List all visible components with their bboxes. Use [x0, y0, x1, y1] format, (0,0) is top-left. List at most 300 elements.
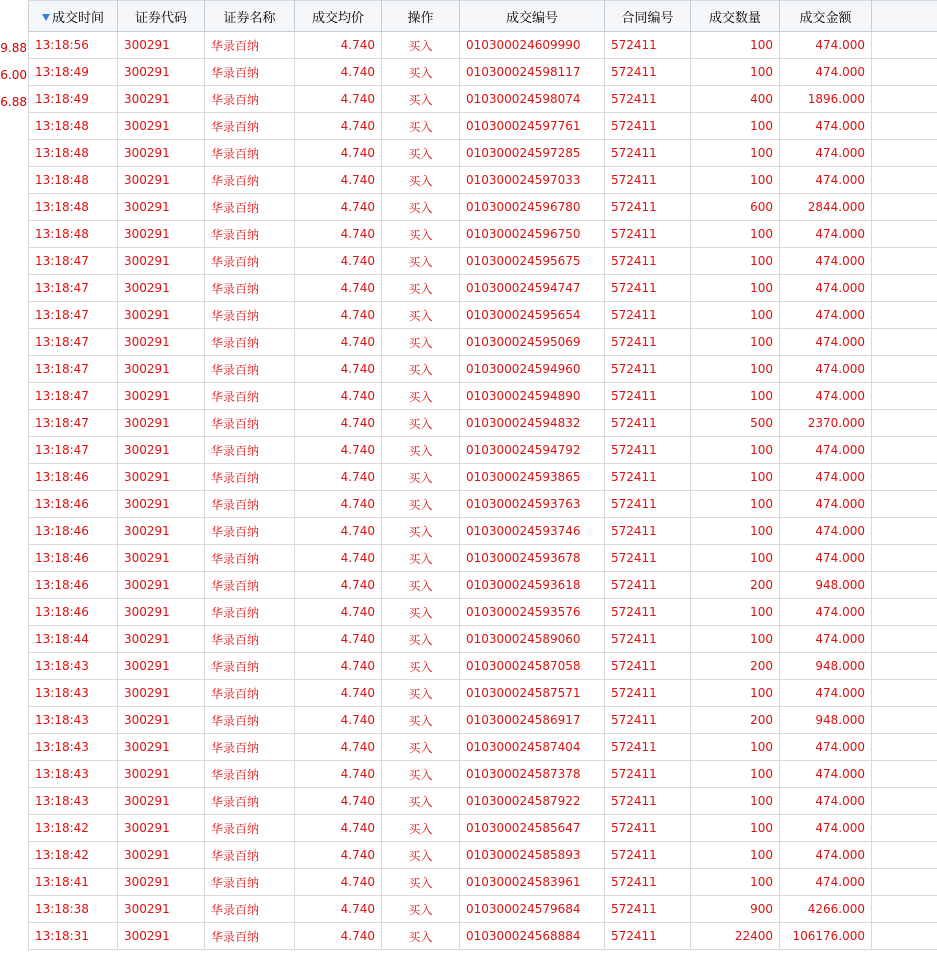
cell-contract-number: 572411 [605, 518, 691, 545]
cell-contract-number: 572411 [605, 383, 691, 410]
table-row[interactable] [29, 167, 937, 194]
cell-security-name: 华录百纳 [205, 383, 295, 410]
cell-security-code: 300291 [118, 491, 205, 518]
cell-operation: 买入 [382, 545, 460, 572]
cell-operation: 买入 [382, 815, 460, 842]
trade-table [28, 0, 937, 950]
cell-security-name: 华录百纳 [205, 599, 295, 626]
cell-trade-number: 010300024587058 [460, 653, 605, 680]
cell-trade-number: 010300024598117 [460, 59, 605, 86]
cell-avg-price: 4.740 [295, 167, 382, 194]
cell-contract-number: 572411 [605, 275, 691, 302]
cell-operation: 买入 [382, 788, 460, 815]
cell-avg-price: 4.740 [295, 734, 382, 761]
table-row[interactable] [29, 32, 937, 59]
cell-contract-number: 572411 [605, 32, 691, 59]
cell-trade-time: 13:18:47 [29, 329, 118, 356]
cell-trade-number: 010300024597033 [460, 167, 605, 194]
cell-quantity: 100 [691, 464, 780, 491]
cell-avg-price: 4.740 [295, 707, 382, 734]
cell-security-code: 300291 [118, 437, 205, 464]
cell-amount: 474.000 [780, 518, 872, 545]
cell-amount: 948.000 [780, 707, 872, 734]
cell-contract-number: 572411 [605, 410, 691, 437]
cell-amount: 474.000 [780, 815, 872, 842]
cell-contract-number: 572411 [605, 221, 691, 248]
table-row[interactable] [29, 680, 937, 707]
cell-avg-price: 4.740 [295, 410, 382, 437]
cell-avg-price: 4.740 [295, 572, 382, 599]
cell-security-code: 300291 [118, 113, 205, 140]
cell-contract-number: 572411 [605, 248, 691, 275]
cell-security-name: 华录百纳 [205, 707, 295, 734]
cell-quantity: 100 [691, 383, 780, 410]
cell-security-name: 华录百纳 [205, 113, 295, 140]
cell-contract-number: 572411 [605, 761, 691, 788]
cell-avg-price: 4.740 [295, 896, 382, 923]
cell-filler [872, 383, 937, 410]
table-row[interactable] [29, 464, 937, 491]
cell-contract-number: 572411 [605, 167, 691, 194]
cell-quantity: 100 [691, 302, 780, 329]
cell-security-name: 华录百纳 [205, 194, 295, 221]
cell-amount: 474.000 [780, 329, 872, 356]
cell-filler [872, 32, 937, 59]
cell-operation: 买入 [382, 302, 460, 329]
cell-trade-number: 010300024598074 [460, 86, 605, 113]
cell-quantity: 100 [691, 248, 780, 275]
cell-quantity: 900 [691, 896, 780, 923]
table-row[interactable] [29, 599, 937, 626]
cell-security-code: 300291 [118, 86, 205, 113]
table-row[interactable] [29, 437, 937, 464]
cell-amount: 474.000 [780, 545, 872, 572]
cell-quantity: 200 [691, 707, 780, 734]
cell-filler [872, 356, 937, 383]
cell-filler [872, 626, 937, 653]
sort-descending-icon [42, 14, 50, 21]
cell-avg-price: 4.740 [295, 545, 382, 572]
cell-amount: 474.000 [780, 869, 872, 896]
cell-quantity: 100 [691, 518, 780, 545]
cell-quantity: 100 [691, 221, 780, 248]
cell-trade-number: 010300024585647 [460, 815, 605, 842]
cell-contract-number: 572411 [605, 464, 691, 491]
cell-contract-number: 572411 [605, 572, 691, 599]
cell-amount: 474.000 [780, 437, 872, 464]
cell-avg-price: 4.740 [295, 842, 382, 869]
cell-trade-time: 13:18:46 [29, 545, 118, 572]
cell-quantity: 100 [691, 59, 780, 86]
cell-trade-number: 010300024593746 [460, 518, 605, 545]
cell-security-code: 300291 [118, 896, 205, 923]
cell-operation: 买入 [382, 491, 460, 518]
column-header-trade-number[interactable]: 成交编号 [460, 1, 605, 32]
cell-amount: 474.000 [780, 599, 872, 626]
cell-filler [872, 113, 937, 140]
cell-trade-number: 010300024593576 [460, 599, 605, 626]
cell-operation: 买入 [382, 113, 460, 140]
cell-security-name: 华录百纳 [205, 356, 295, 383]
cell-security-name: 华录百纳 [205, 302, 295, 329]
cell-security-name: 华录百纳 [205, 329, 295, 356]
cell-avg-price: 4.740 [295, 140, 382, 167]
cell-quantity: 100 [691, 140, 780, 167]
column-header-trade-time[interactable]: 成交时间 [29, 1, 118, 32]
cell-operation: 买入 [382, 32, 460, 59]
cell-security-code: 300291 [118, 32, 205, 59]
cell-avg-price: 4.740 [295, 599, 382, 626]
cell-contract-number: 572411 [605, 491, 691, 518]
cell-trade-number: 010300024587571 [460, 680, 605, 707]
table-row[interactable] [29, 221, 937, 248]
table-row[interactable] [29, 410, 937, 437]
table-row[interactable] [29, 923, 937, 950]
cell-contract-number: 572411 [605, 329, 691, 356]
cell-trade-number: 010300024609990 [460, 32, 605, 59]
table-row[interactable] [29, 788, 937, 815]
cell-contract-number: 572411 [605, 626, 691, 653]
cell-security-name: 华录百纳 [205, 869, 295, 896]
table-row[interactable] [29, 275, 937, 302]
table-header-row [29, 1, 937, 32]
table-row[interactable] [29, 140, 937, 167]
cell-operation: 买入 [382, 653, 460, 680]
cell-trade-time: 13:18:31 [29, 923, 118, 950]
cell-security-name: 华录百纳 [205, 491, 295, 518]
cell-avg-price: 4.740 [295, 788, 382, 815]
cell-trade-time: 13:18:49 [29, 59, 118, 86]
cell-avg-price: 4.740 [295, 59, 382, 86]
cell-operation: 买入 [382, 464, 460, 491]
table-row[interactable] [29, 761, 937, 788]
cell-security-name: 华录百纳 [205, 464, 295, 491]
table-row[interactable] [29, 86, 937, 113]
cell-amount: 474.000 [780, 383, 872, 410]
table-row[interactable] [29, 194, 937, 221]
cell-trade-time: 13:18:49 [29, 86, 118, 113]
table-row[interactable] [29, 491, 937, 518]
cell-trade-number: 010300024593618 [460, 572, 605, 599]
cell-trade-number: 010300024595654 [460, 302, 605, 329]
cell-operation: 买入 [382, 626, 460, 653]
cell-amount: 474.000 [780, 842, 872, 869]
cell-trade-number: 010300024593763 [460, 491, 605, 518]
cell-quantity: 100 [691, 329, 780, 356]
table-row[interactable] [29, 518, 937, 545]
cell-quantity: 100 [691, 626, 780, 653]
cell-amount: 474.000 [780, 626, 872, 653]
cell-contract-number: 572411 [605, 356, 691, 383]
cell-avg-price: 4.740 [295, 626, 382, 653]
cell-trade-time: 13:18:47 [29, 248, 118, 275]
cell-trade-time: 13:18:47 [29, 275, 118, 302]
cell-operation: 买入 [382, 383, 460, 410]
cell-security-code: 300291 [118, 923, 205, 950]
cell-security-code: 300291 [118, 275, 205, 302]
cell-security-name: 华录百纳 [205, 518, 295, 545]
cell-security-name: 华录百纳 [205, 815, 295, 842]
cell-security-code: 300291 [118, 842, 205, 869]
cell-security-name: 华录百纳 [205, 32, 295, 59]
cell-filler [872, 545, 937, 572]
cell-amount: 2370.000 [780, 410, 872, 437]
column-header-contract-number[interactable]: 合同编号 [605, 1, 691, 32]
cell-security-code: 300291 [118, 248, 205, 275]
cell-quantity: 100 [691, 491, 780, 518]
cell-contract-number: 572411 [605, 788, 691, 815]
cell-security-code: 300291 [118, 815, 205, 842]
cell-quantity: 500 [691, 410, 780, 437]
cell-operation: 买入 [382, 842, 460, 869]
cell-security-name: 华录百纳 [205, 788, 295, 815]
cell-avg-price: 4.740 [295, 464, 382, 491]
left-gutter [0, 0, 28, 963]
cell-security-code: 300291 [118, 788, 205, 815]
cell-trade-number: 010300024596750 [460, 221, 605, 248]
cell-contract-number: 572411 [605, 923, 691, 950]
cell-avg-price: 4.740 [295, 491, 382, 518]
cell-contract-number: 572411 [605, 815, 691, 842]
cell-filler [872, 275, 937, 302]
cell-security-name: 华录百纳 [205, 680, 295, 707]
cell-quantity: 100 [691, 275, 780, 302]
cell-operation: 买入 [382, 896, 460, 923]
cell-filler [872, 923, 937, 950]
cell-contract-number: 572411 [605, 896, 691, 923]
cell-security-code: 300291 [118, 707, 205, 734]
cell-security-name: 华录百纳 [205, 923, 295, 950]
cell-security-name: 华录百纳 [205, 842, 295, 869]
table-row[interactable] [29, 815, 937, 842]
cell-trade-time: 13:18:38 [29, 896, 118, 923]
cell-filler [872, 653, 937, 680]
cell-filler [872, 599, 937, 626]
cell-trade-time: 13:18:42 [29, 842, 118, 869]
cell-security-code: 300291 [118, 761, 205, 788]
table-row[interactable] [29, 545, 937, 572]
column-header-quantity[interactable]: 成交数量 [691, 1, 780, 32]
cell-quantity: 100 [691, 734, 780, 761]
cell-operation: 买入 [382, 761, 460, 788]
cell-trade-number: 010300024594792 [460, 437, 605, 464]
cell-amount: 474.000 [780, 302, 872, 329]
cell-trade-time: 13:18:43 [29, 707, 118, 734]
cell-avg-price: 4.740 [295, 113, 382, 140]
cell-filler [872, 518, 937, 545]
cell-trade-number: 010300024568884 [460, 923, 605, 950]
cell-security-name: 华录百纳 [205, 86, 295, 113]
cell-security-name: 华录百纳 [205, 59, 295, 86]
table-row[interactable] [29, 572, 937, 599]
cell-security-name: 华录百纳 [205, 734, 295, 761]
table-row[interactable] [29, 707, 937, 734]
cell-avg-price: 4.740 [295, 518, 382, 545]
cell-amount: 474.000 [780, 167, 872, 194]
cell-filler [872, 572, 937, 599]
table-row[interactable] [29, 869, 937, 896]
cell-contract-number: 572411 [605, 842, 691, 869]
cell-trade-time: 13:18:48 [29, 140, 118, 167]
cell-trade-time: 13:18:48 [29, 167, 118, 194]
cell-security-code: 300291 [118, 572, 205, 599]
table-row[interactable] [29, 329, 937, 356]
cell-filler [872, 140, 937, 167]
cell-trade-number: 010300024595069 [460, 329, 605, 356]
cell-amount: 948.000 [780, 653, 872, 680]
cell-avg-price: 4.740 [295, 437, 382, 464]
cell-operation: 买入 [382, 86, 460, 113]
table-row[interactable] [29, 302, 937, 329]
cell-quantity: 100 [691, 815, 780, 842]
cell-operation: 买入 [382, 518, 460, 545]
cell-trade-number: 010300024593865 [460, 464, 605, 491]
cell-avg-price: 4.740 [295, 761, 382, 788]
cell-operation: 买入 [382, 275, 460, 302]
cell-quantity: 22400 [691, 923, 780, 950]
cell-trade-time: 13:18:46 [29, 491, 118, 518]
cell-quantity: 100 [691, 545, 780, 572]
cell-trade-time: 13:18:46 [29, 464, 118, 491]
table-row[interactable] [29, 113, 937, 140]
cell-amount: 2844.000 [780, 194, 872, 221]
cell-amount: 474.000 [780, 221, 872, 248]
cell-security-name: 华录百纳 [205, 140, 295, 167]
cell-security-code: 300291 [118, 734, 205, 761]
table-row[interactable] [29, 626, 937, 653]
cell-filler [872, 464, 937, 491]
cell-avg-price: 4.740 [295, 653, 382, 680]
cell-filler [872, 437, 937, 464]
cell-quantity: 100 [691, 167, 780, 194]
cell-operation: 买入 [382, 410, 460, 437]
cell-filler [872, 896, 937, 923]
cell-trade-time: 13:18:43 [29, 761, 118, 788]
cell-quantity: 200 [691, 653, 780, 680]
table-row[interactable] [29, 383, 937, 410]
table-row[interactable] [29, 653, 937, 680]
cell-quantity: 100 [691, 680, 780, 707]
cell-trade-time: 13:18:47 [29, 383, 118, 410]
cell-quantity: 100 [691, 842, 780, 869]
cell-quantity: 100 [691, 761, 780, 788]
cell-contract-number: 572411 [605, 59, 691, 86]
cell-avg-price: 4.740 [295, 815, 382, 842]
cell-trade-time: 13:18:47 [29, 437, 118, 464]
cell-trade-time: 13:18:43 [29, 680, 118, 707]
cell-avg-price: 4.740 [295, 356, 382, 383]
cell-trade-time: 13:18:46 [29, 518, 118, 545]
cell-contract-number: 572411 [605, 86, 691, 113]
cell-avg-price: 4.740 [295, 329, 382, 356]
cell-operation: 买入 [382, 59, 460, 86]
column-header-security-code[interactable]: 证券代码 [118, 1, 205, 32]
cell-operation: 买入 [382, 707, 460, 734]
cell-filler [872, 248, 937, 275]
table-row[interactable] [29, 842, 937, 869]
cell-amount: 948.000 [780, 572, 872, 599]
cell-trade-number: 010300024594747 [460, 275, 605, 302]
cell-contract-number: 572411 [605, 194, 691, 221]
column-header-amount[interactable]: 成交金额 [780, 1, 872, 32]
cell-trade-time: 13:18:43 [29, 788, 118, 815]
cell-operation: 买入 [382, 194, 460, 221]
cell-contract-number: 572411 [605, 653, 691, 680]
column-header-security-name[interactable]: 证券名称 [205, 1, 295, 32]
cell-trade-number: 010300024597285 [460, 140, 605, 167]
cell-avg-price: 4.740 [295, 275, 382, 302]
cell-avg-price: 4.740 [295, 680, 382, 707]
table-row[interactable] [29, 734, 937, 761]
cell-operation: 买入 [382, 140, 460, 167]
cell-trade-time: 13:18:41 [29, 869, 118, 896]
cell-quantity: 100 [691, 113, 780, 140]
cell-filler [872, 869, 937, 896]
cell-trade-time: 13:18:43 [29, 653, 118, 680]
cell-quantity: 100 [691, 437, 780, 464]
cell-trade-number: 010300024596780 [460, 194, 605, 221]
cell-operation: 买入 [382, 248, 460, 275]
cell-contract-number: 572411 [605, 437, 691, 464]
cell-trade-time: 13:18:44 [29, 626, 118, 653]
cell-contract-number: 572411 [605, 545, 691, 572]
cell-trade-time: 13:18:43 [29, 734, 118, 761]
cell-trade-number: 010300024589060 [460, 626, 605, 653]
cell-trade-number: 010300024583961 [460, 869, 605, 896]
cell-amount: 474.000 [780, 113, 872, 140]
cell-amount: 474.000 [780, 788, 872, 815]
cell-operation: 买入 [382, 356, 460, 383]
table-row[interactable] [29, 59, 937, 86]
cell-filler [872, 410, 937, 437]
gutter-price: 6.00 [0, 68, 27, 82]
cell-operation: 买入 [382, 923, 460, 950]
cell-filler [872, 491, 937, 518]
cell-trade-number: 010300024595675 [460, 248, 605, 275]
cell-trade-number: 010300024594890 [460, 383, 605, 410]
cell-security-name: 华录百纳 [205, 167, 295, 194]
cell-quantity: 100 [691, 599, 780, 626]
cell-filler [872, 302, 937, 329]
cell-filler [872, 815, 937, 842]
cell-trade-time: 13:18:48 [29, 221, 118, 248]
cell-quantity: 100 [691, 788, 780, 815]
table-row[interactable] [29, 896, 937, 923]
column-header-operation[interactable]: 操作 [382, 1, 460, 32]
cell-security-name: 华录百纳 [205, 275, 295, 302]
cell-quantity: 400 [691, 86, 780, 113]
column-header-avg-price[interactable]: 成交均价 [295, 1, 382, 32]
table-row[interactable] [29, 356, 937, 383]
cell-avg-price: 4.740 [295, 86, 382, 113]
cell-trade-time: 13:18:48 [29, 113, 118, 140]
table-body [29, 32, 937, 950]
cell-operation: 买入 [382, 221, 460, 248]
cell-trade-number: 010300024593678 [460, 545, 605, 572]
cell-security-code: 300291 [118, 518, 205, 545]
cell-quantity: 100 [691, 869, 780, 896]
cell-security-code: 300291 [118, 626, 205, 653]
cell-contract-number: 572411 [605, 599, 691, 626]
cell-operation: 买入 [382, 680, 460, 707]
cell-amount: 106176.000 [780, 923, 872, 950]
cell-avg-price: 4.740 [295, 923, 382, 950]
cell-security-code: 300291 [118, 194, 205, 221]
cell-filler [872, 86, 937, 113]
table-row[interactable] [29, 248, 937, 275]
cell-quantity: 200 [691, 572, 780, 599]
cell-operation: 买入 [382, 329, 460, 356]
